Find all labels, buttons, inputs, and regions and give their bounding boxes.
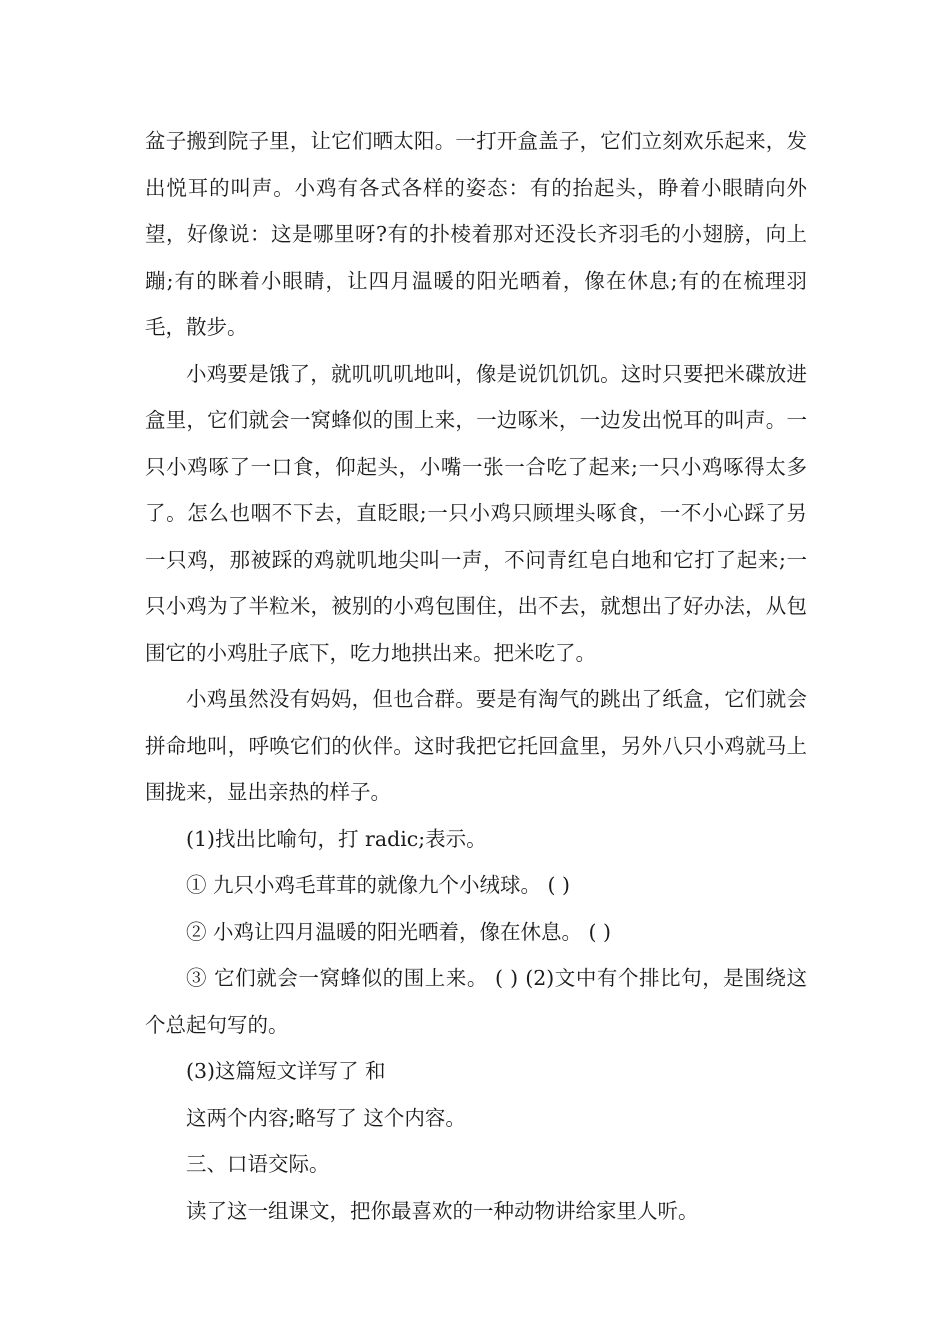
paragraph-chicks-sunbathing: 盆子搬到院子里，让它们晒太阳。一打开盒盖子，它们立刻欢乐起来，发出悦耳的叫声。小鸡有各式各样的姿态：有的抬起头，睁着小眼睛向外望，好像说：这是哪里呀?有的扑棱着那对还没长齐羽毛的小翅膀，向上蹦;有的眯着小眼睛，让四月温暖的阳光晒着，像在休息;有的在梳理羽毛，散步。 [145,129,807,339]
question-1-option-1: ① 九只小鸡毛茸茸的就像九个小绒球。 ( ) [186,873,571,897]
question-1-prompt: (1)找出比喻句，打 radic;表示。 [186,826,487,851]
paragraph-chicks-gregarious: 小鸡虽然没有妈妈，但也合群。要是有淘气的跳出了纸盒，它们就会拼命地叫，呼唤它们的伙伴。这时我把它托回盒里，另外八只小鸡就马上围拢来，显出亲热的样子。 [145,687,807,804]
section-heading-oral-communication: 三、口语交际。 [186,1152,330,1176]
question-3-continuation: 这两个内容;略写了 这个内容。 [186,1105,466,1130]
question-1-option-3-and-question-2: ③ 它们就会一窝蜂似的围上来。 ( ) (2)文中有个排比句，是围绕这个总起句写的。 [145,966,807,1037]
paragraph-chicks-feeding: 小鸡要是饿了，就叽叽叽地叫，像是说饥饥饥。这时只要把米碟放进盒里，它们就会一窝蜂似的围上来，一边啄米，一边发出悦耳的叫声。一只小鸡啄了一口食，仰起头，小嘴一张一合吃了起来;一只小鸡啄得太多了。怎么也咽不下去，直眨眼;一只小鸡只顾埋头啄食，一不小心踩了另一只鸡，那被踩的鸡就叽地尖叫一声，不问青红皂白地和它打了起来;一只小鸡为了半粒米，被别的小鸡包围住，出不去，就想出了好办法，从包围它的小鸡肚子底下，吃力地拱出来。把米吃了。 [145,361,807,665]
oral-communication-task: 读了这一组课文，把你最喜欢的一种动物讲给家里人听。 [186,1198,699,1223]
question-1-option-2: ② 小鸡让四月温暖的阳光晒着，像在休息。 ( ) [186,919,612,944]
question-3-prompt: (3)这篇短文详写了 和 [186,1059,386,1083]
document-body [145,118,807,1234]
